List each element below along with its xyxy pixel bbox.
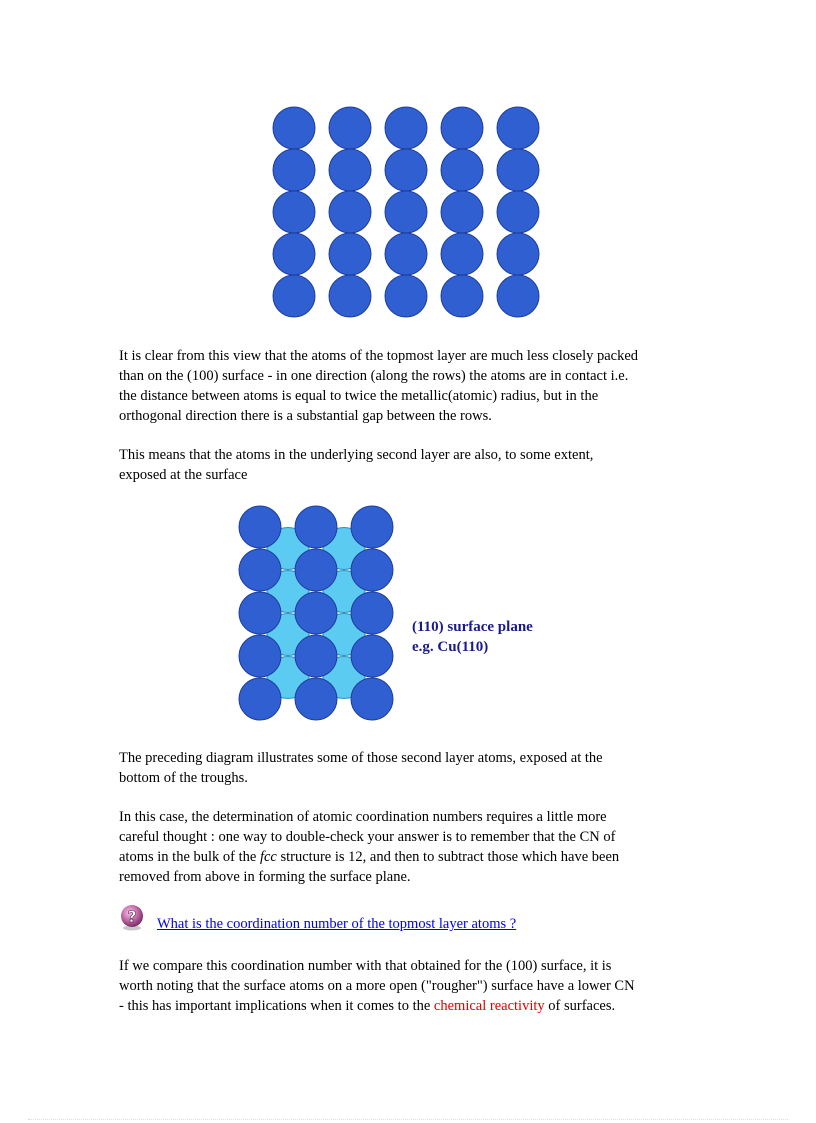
top-layer-atom <box>329 149 371 191</box>
top-layer-atom <box>351 678 393 720</box>
top-layer-atom <box>295 549 337 591</box>
top-layer-atom <box>351 592 393 634</box>
question-mark-icon[interactable] <box>118 903 146 931</box>
top-layer-atom <box>273 233 315 275</box>
caption-line-surface-plane: (110) surface plane <box>412 619 533 635</box>
top-layer-atom <box>351 506 393 548</box>
diagram-caption <box>412 617 533 657</box>
surface-110-two-layer-diagram <box>236 503 400 725</box>
top-layer-atom <box>273 191 315 233</box>
top-layer-atom <box>497 275 539 317</box>
top-layer-atom <box>441 107 483 149</box>
top-layer-atom <box>295 506 337 548</box>
top-layer-atom <box>239 635 281 677</box>
paragraph-second-layer-exposed: This means that the atoms in the underlying second layer are also, to some extent, exposed at the surface <box>119 447 594 483</box>
top-layer-atom <box>273 149 315 191</box>
top-layer-atom <box>239 506 281 548</box>
top-layer-atom <box>273 275 315 317</box>
top-layer-atom <box>385 107 427 149</box>
top-layer-atom <box>273 107 315 149</box>
top-layer-atom <box>329 233 371 275</box>
paragraph-coordination-method: In this case, the determination of atomic coordination numbers requires a little more careful thought : one way to double-check your answer is to remember that the CN of atoms in the bulk of the fcc structure is 12, and then to subtract those which have been removed from above in forming the surface plane. <box>119 809 620 885</box>
top-layer-atom <box>385 275 427 317</box>
top-layer-atom <box>385 149 427 191</box>
top-layer-atom <box>441 149 483 191</box>
top-layer-atom <box>329 275 371 317</box>
top-layer-atom <box>239 592 281 634</box>
top-layer-atom <box>497 149 539 191</box>
top-layer-atom <box>497 107 539 149</box>
top-layer-atom <box>385 233 427 275</box>
top-layer-atom <box>497 191 539 233</box>
top-layer-atom <box>295 678 337 720</box>
top-layer-atom <box>441 191 483 233</box>
top-layer-atom <box>351 549 393 591</box>
coordination-number-question-link[interactable]: What is the coordination number of the topmost layer atoms ? <box>157 916 517 932</box>
caption-line-example: e.g. Cu(110) <box>412 639 489 655</box>
paragraph-packing-description: It is clear from this view that the atoms of the topmost layer are much less closely packed than on the (100) surface - in one direction (along the rows) the atoms are in contact i.e. the distance between atoms is equal to twice the metallic(atomic) radius, but in the orthogonal direction there is a substantial gap between the rows. <box>119 348 639 424</box>
paragraph-troughs: The preceding diagram illustrates some of those second layer atoms, exposed at the bottom of the troughs. <box>119 750 603 786</box>
top-layer-atom <box>441 275 483 317</box>
svg-text:?: ? <box>127 907 137 926</box>
top-layer-atom <box>329 107 371 149</box>
footer-divider <box>28 1119 788 1120</box>
top-layer-atom <box>295 635 337 677</box>
chemical-reactivity-link[interactable]: chemical reactivity <box>433 998 545 1014</box>
top-layer-atom <box>351 635 393 677</box>
top-layer-atom <box>385 191 427 233</box>
top-layer-atom <box>497 233 539 275</box>
top-layer-atom <box>295 592 337 634</box>
fcc-italic: fcc <box>259 849 277 865</box>
top-layer-atom <box>441 233 483 275</box>
top-layer-atom <box>329 191 371 233</box>
top-layer-atom <box>239 678 281 720</box>
top-layer-atom <box>239 549 281 591</box>
surface-110-top-view-diagram <box>270 104 544 324</box>
paragraph-comparison-reactivity: If we compare this coordination number with that obtained for the (100) surface, it is worth noting that the surface atoms on a more open ("rougher") surface have a lower CN - this has important implications when it comes to the chemical reactivity of surfaces. <box>119 958 635 1014</box>
